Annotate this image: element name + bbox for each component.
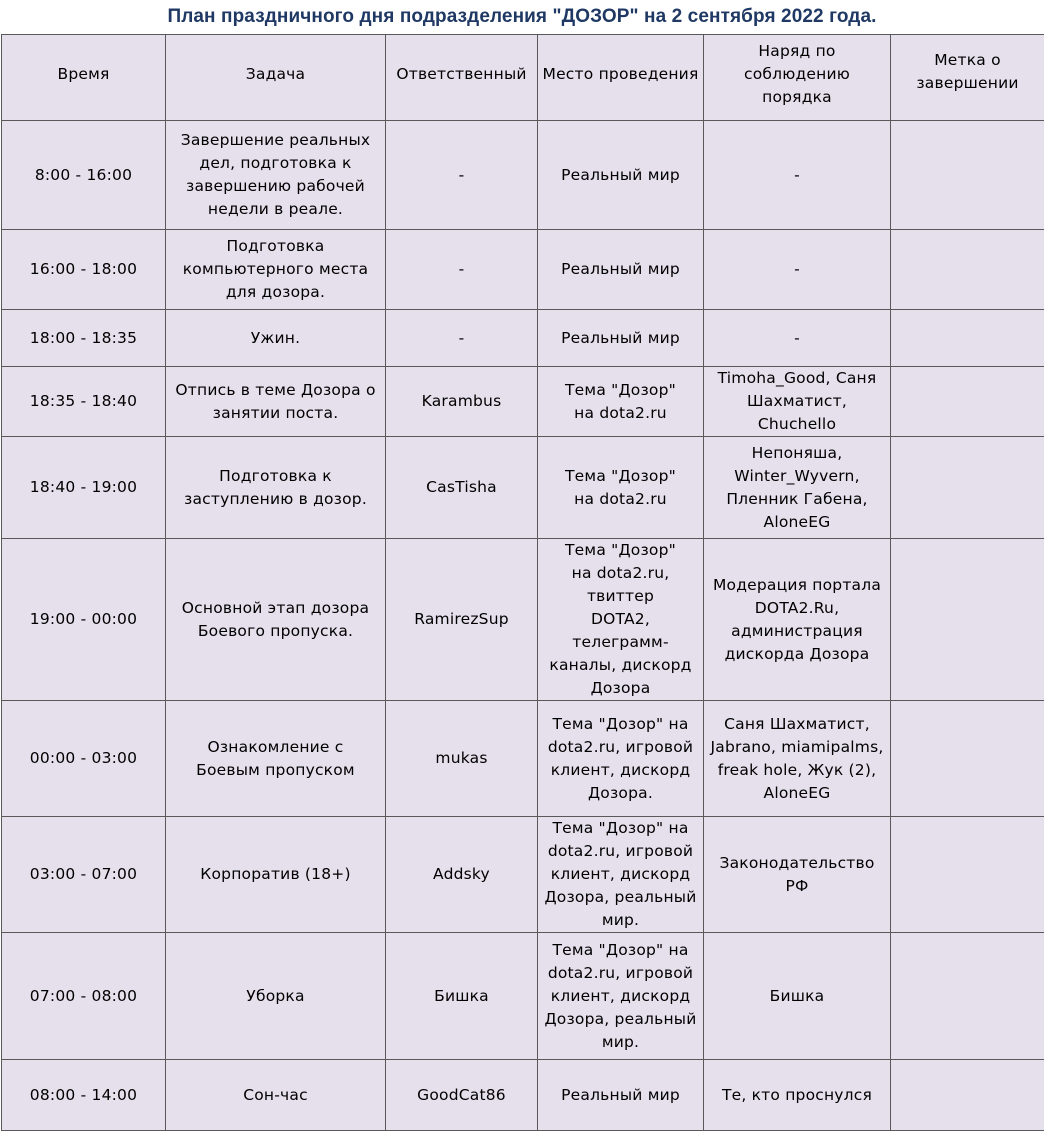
cell-responsible[interactable]: Бишка — [386, 933, 538, 1060]
cell-place[interactable]: Реальный мир — [538, 121, 704, 230]
cell-place[interactable]: Реальный мир — [538, 230, 704, 310]
cell-task[interactable]: Ужин. — [166, 310, 386, 367]
cell-responsible[interactable]: - — [386, 121, 538, 230]
cell-time[interactable]: 03:00 - 07:00 — [2, 817, 166, 933]
cell-duty[interactable]: - — [704, 310, 891, 367]
cell-time[interactable]: 00:00 - 03:00 — [2, 701, 166, 817]
cell-mark[interactable] — [891, 310, 1044, 367]
cell-duty[interactable]: Бишка — [704, 933, 891, 1060]
header-label: Задача — [246, 63, 306, 86]
cell-task[interactable]: Основной этап дозора Боевого пропуска. — [166, 539, 386, 701]
cell-duty[interactable]: - — [704, 121, 891, 230]
cell-responsible[interactable]: mukas — [386, 701, 538, 817]
cell-place[interactable]: Тема "Дозор" на dota2.ru, игровой клиент, дискорд Дозора, реальный мир. — [538, 933, 704, 1060]
cell-time[interactable]: 8:00 - 16:00 — [2, 121, 166, 230]
header-label: Наряд по соблюдению порядка — [744, 40, 850, 109]
header-label: Место проведения — [543, 63, 699, 86]
cell-time[interactable]: 18:00 - 18:35 — [2, 310, 166, 367]
cell-duty[interactable]: Timoha_Good, Саня Шахматист, Chuchello — [704, 367, 891, 437]
header-cell-duty[interactable] — [704, 35, 891, 121]
cell-duty[interactable]: Саня Шахматист, Jabrano, miamipalms, freak hole, Жук (2), AloneEG — [704, 701, 891, 817]
table-row — [2, 437, 1044, 539]
cell-time[interactable]: 07:00 - 08:00 — [2, 933, 166, 1060]
table-row — [2, 1060, 1044, 1131]
cell-mark[interactable] — [891, 367, 1044, 437]
header-cell-time[interactable] — [2, 35, 166, 121]
cell-duty[interactable]: Те, кто проснулся — [704, 1060, 891, 1131]
header-row — [2, 35, 1044, 121]
cell-time[interactable]: 18:40 - 19:00 — [2, 437, 166, 539]
cell-time[interactable]: 18:35 - 18:40 — [2, 367, 166, 437]
cell-duty[interactable]: Законодательство РФ — [704, 817, 891, 933]
table-row — [2, 230, 1044, 310]
cell-responsible[interactable]: GoodCat86 — [386, 1060, 538, 1131]
table-row — [2, 367, 1044, 437]
cell-mark[interactable] — [891, 230, 1044, 310]
cell-responsible[interactable]: - — [386, 310, 538, 367]
cell-place[interactable]: Тема "Дозор" на dota2.ru, игровой клиент, дискорд Дозора. — [538, 701, 704, 817]
header-label: Ответственный — [396, 63, 526, 86]
cell-task[interactable]: Сон-час — [166, 1060, 386, 1131]
table-row — [2, 701, 1044, 817]
cell-place[interactable]: Реальный мир — [538, 310, 704, 367]
cell-place[interactable]: Тема "Дозор" на dota2.ru, твиттер DOTA2, телеграмм- каналы, дискорд Дозора — [538, 539, 704, 701]
cell-place[interactable]: Реальный мир — [538, 1060, 704, 1131]
cell-duty[interactable]: - — [704, 230, 891, 310]
table-row — [2, 539, 1044, 701]
table-row — [2, 121, 1044, 230]
cell-mark[interactable] — [891, 817, 1044, 933]
cell-place[interactable]: Тема "Дозор" на dota2.ru — [538, 367, 704, 437]
cell-task[interactable]: Уборка — [166, 933, 386, 1060]
cell-responsible[interactable]: - — [386, 230, 538, 310]
cell-mark[interactable] — [891, 539, 1044, 701]
cell-duty[interactable]: Модерация портала DOTA2.Ru, администрация дискорда Дозора — [704, 539, 891, 701]
header-cell-place[interactable] — [538, 35, 704, 121]
cell-time[interactable]: 16:00 - 18:00 — [2, 230, 166, 310]
cell-time[interactable]: 19:00 - 00:00 — [2, 539, 166, 701]
cell-responsible[interactable]: Addsky — [386, 817, 538, 933]
cell-task[interactable]: Отпись в теме Дозора о занятии поста. — [166, 367, 386, 437]
schedule-table — [1, 34, 1044, 1131]
header-cell-task[interactable] — [166, 35, 386, 121]
cell-place[interactable]: Тема "Дозор" на dota2.ru, игровой клиент, дискорд Дозора, реальный мир. — [538, 817, 704, 933]
cell-responsible[interactable]: RamirezSup — [386, 539, 538, 701]
cell-responsible[interactable]: Karambus — [386, 367, 538, 437]
table-row — [2, 310, 1044, 367]
header-label: Время — [57, 63, 109, 86]
cell-task[interactable]: Ознакомление с Боевым пропуском — [166, 701, 386, 817]
cell-duty[interactable]: Непоняша, Winter_Wyvern, Пленник Габена, AloneEG — [704, 437, 891, 539]
cell-task[interactable]: Корпоратив (18+) — [166, 817, 386, 933]
title-bar — [0, 0, 1044, 34]
cell-mark[interactable] — [891, 121, 1044, 230]
page-title: План праздничного дня подразделения "ДОЗОР" на 2 сентября 2022 года. — [167, 6, 876, 28]
cell-task[interactable]: Завершение реальных дел, подготовка к завершению рабочей недели в реале. — [166, 121, 386, 230]
header-cell-responsible[interactable] — [386, 35, 538, 121]
table-row — [2, 933, 1044, 1060]
cell-mark[interactable] — [891, 437, 1044, 539]
cell-responsible[interactable]: CasTisha — [386, 437, 538, 539]
header-cell-mark[interactable] — [891, 35, 1044, 121]
table-row — [2, 817, 1044, 933]
header-label: Метка о завершении — [916, 49, 1018, 95]
cell-task[interactable]: Подготовка компьютерного места для дозора. — [166, 230, 386, 310]
cell-mark[interactable] — [891, 933, 1044, 1060]
cell-mark[interactable] — [891, 1060, 1044, 1131]
cell-place[interactable]: Тема "Дозор" на dota2.ru — [538, 437, 704, 539]
cell-mark[interactable] — [891, 701, 1044, 817]
cell-task[interactable]: Подготовка к заступлению в дозор. — [166, 437, 386, 539]
cell-time[interactable]: 08:00 - 14:00 — [2, 1060, 166, 1131]
